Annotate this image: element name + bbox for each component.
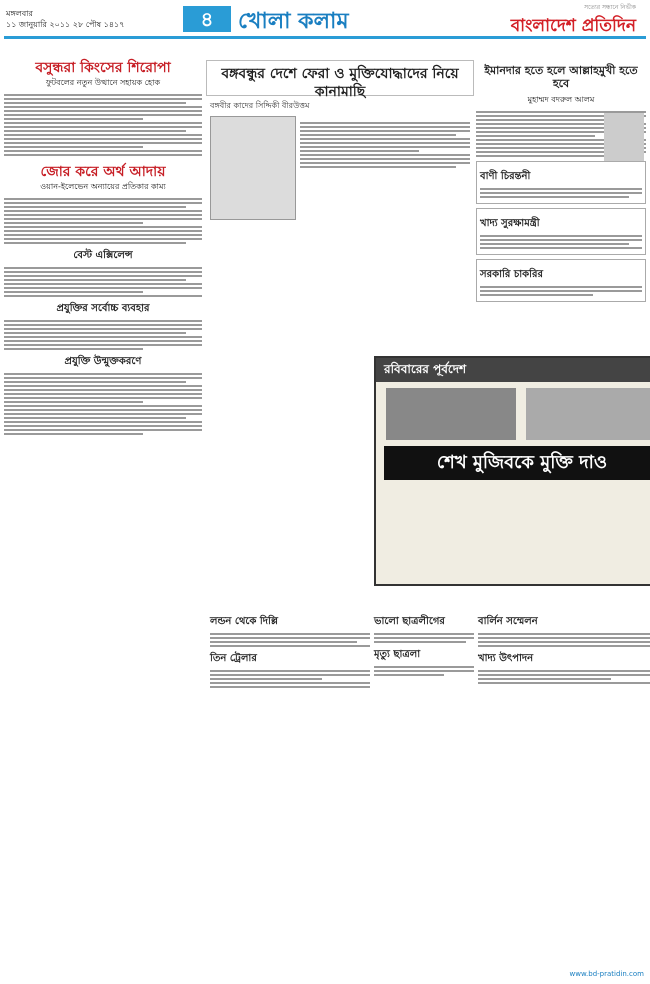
- left-section5-body: [4, 373, 202, 435]
- section-d-title: মৃত্যু ছাত্রলা: [374, 649, 421, 660]
- left-section5-title: প্রযুক্তি উন্মুক্তকরণে: [64, 356, 142, 367]
- poster-banner: শেখ মুজিবকে মুক্তি দাও: [384, 446, 650, 480]
- poster-masthead: রবিবারের পূর্বদেশ: [376, 358, 650, 382]
- main-headline: বঙ্গবন্ধুর দেশে ফেরা ও মুক্তিযোদ্ধাদের নিয়ে কানামাছি: [221, 66, 459, 100]
- right-box-3: [476, 259, 646, 302]
- left-section4-body: [4, 320, 202, 350]
- page-header: [0, 0, 650, 60]
- right-author: মুহাম্মদ বদরুল আলম: [527, 95, 595, 104]
- left-subhead: ফুটবলের নতুন উত্থানে সহায়ক হোক: [45, 78, 161, 87]
- date-block: [6, 8, 124, 30]
- logo-tagline: সত্যের সন্ধানে নির্ভীক: [584, 4, 636, 11]
- center-body-top: [300, 120, 470, 170]
- right-box3-title: সরকারি চাকরির: [480, 269, 543, 280]
- right-headline: ইমানদার হতে হলে আল্লাহমুখী হতে হবে: [484, 64, 638, 90]
- date-label: ১১ জানুয়ারি ২০১১ ২৮ পৌষ ১৪১৭: [6, 20, 125, 29]
- page-number: ৪: [183, 6, 231, 32]
- left-section3-title: বেস্ট এক্সিলেন্স: [73, 250, 133, 261]
- section-title: খোলা কলাম: [238, 9, 349, 34]
- center-lower-mid: [374, 610, 474, 678]
- right-author-photo: [604, 113, 644, 161]
- left-article-body: [4, 94, 202, 156]
- left-column: [4, 60, 202, 980]
- author-photo: [210, 116, 296, 220]
- right-box-1: [476, 161, 646, 204]
- left-headline: বসুন্ধরা কিংসের শিরোপা: [35, 60, 171, 76]
- section-b-title: তিন ট্রেলার: [210, 653, 257, 664]
- center-lower-left: [210, 610, 370, 690]
- left-section4-title: প্রযুক্তির সর্বোচ্চ ব্যবহার: [56, 303, 150, 314]
- right-column: [476, 60, 646, 980]
- left-section2-body: [4, 198, 202, 244]
- header-rule: [4, 36, 646, 39]
- right-box2-title: খাদ্য সুরক্ষামন্ত্রী: [480, 218, 540, 229]
- left-section2-title: জোর করে অর্থ আদায়: [40, 164, 166, 180]
- right-box-2: [476, 208, 646, 255]
- day-label: মঙ্গলবার: [6, 9, 33, 18]
- author-byline: বঙ্গবীর কাদের সিদ্দিকী বীরউত্তম: [210, 101, 310, 110]
- left-section2-sub: ওয়ান-ইলেভেন অন্যায়ের প্রতিকার কাম্য: [40, 182, 166, 191]
- logo-text: বাংলাদেশ প্রতিদিন: [510, 16, 636, 36]
- right-box1-title: বাণী চিরন্তনী: [480, 171, 531, 182]
- footer-url: www.bd-pratidin.com: [569, 970, 644, 978]
- section-e-title: বার্লিন সম্মেলন: [478, 616, 538, 627]
- main-headline-box: [206, 60, 474, 100]
- section-f-title: খাদ্য উৎপাদন: [478, 653, 534, 664]
- section-c-title: ভালো ছাত্রলীগের: [374, 616, 445, 627]
- section-a-title: লন্ডন থেকে দিল্লি: [210, 616, 279, 627]
- left-section3-body: [4, 267, 202, 297]
